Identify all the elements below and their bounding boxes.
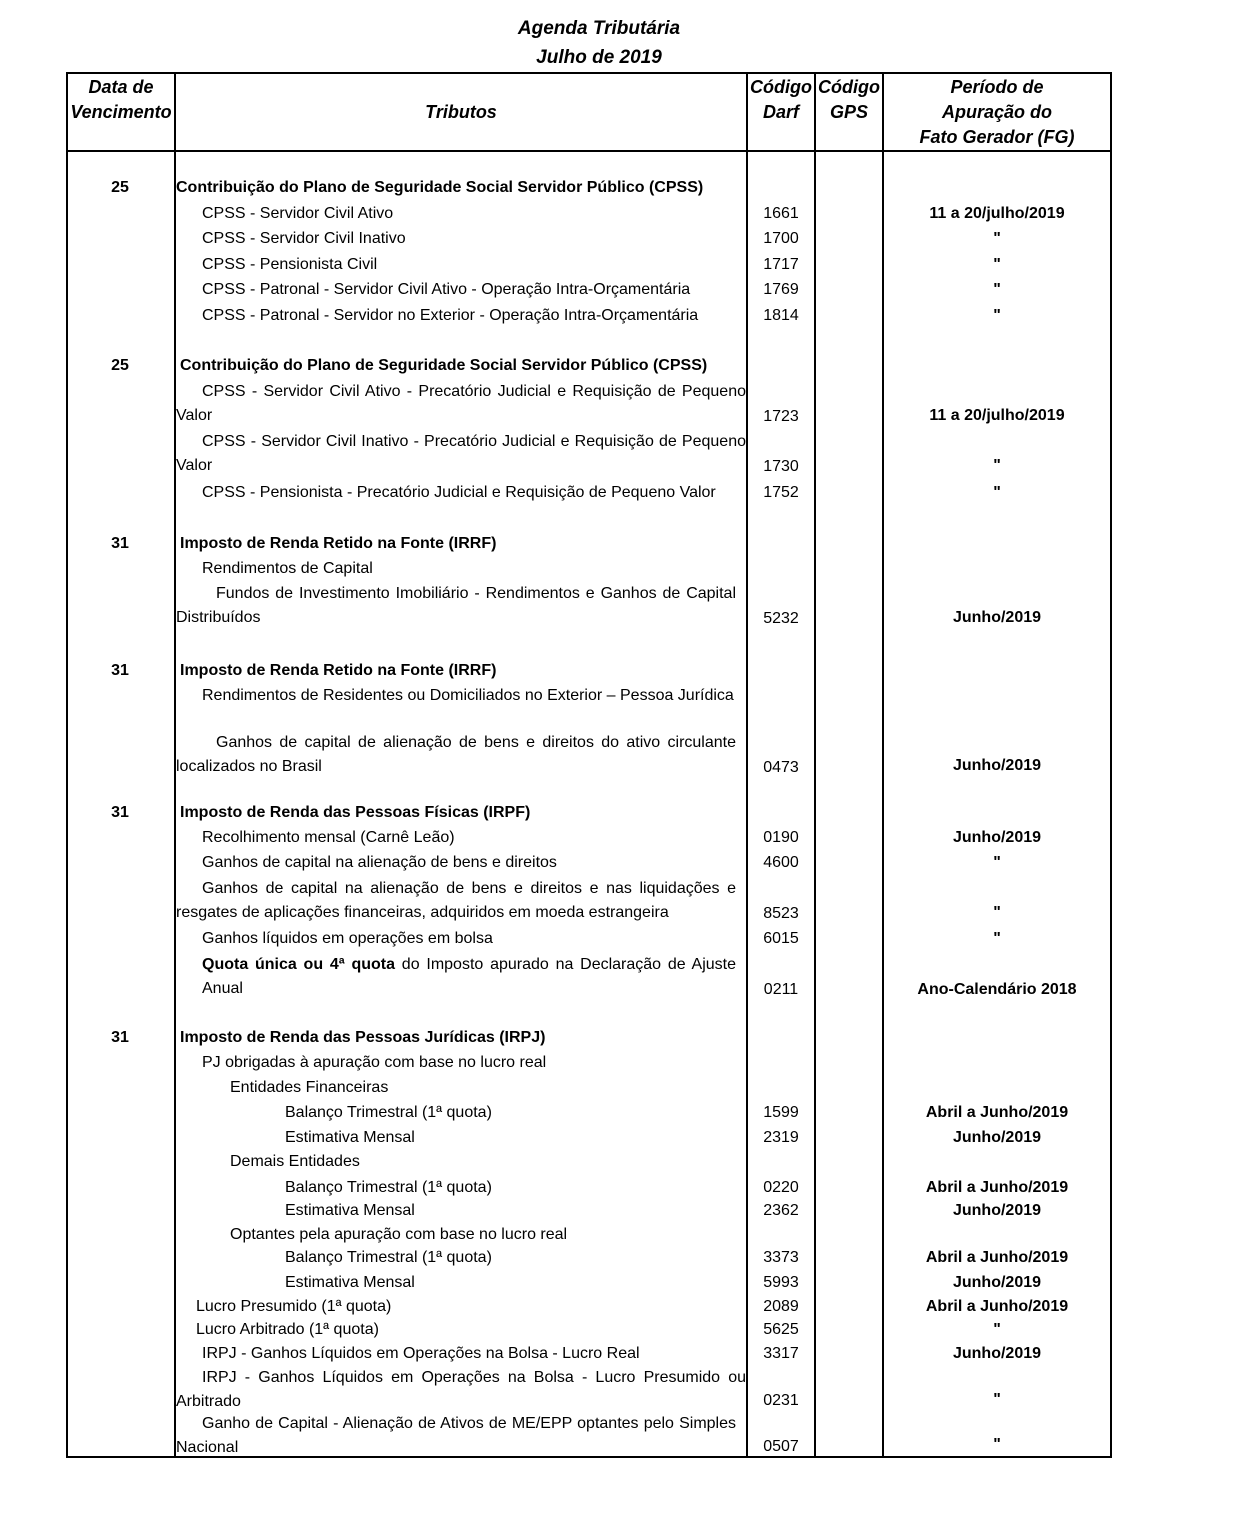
darf-code: 1700 [763, 230, 799, 247]
tax-item: Fundos de Investimento Imobiliário - Rendimentos e Ganhos de Capital Distribuídos [176, 585, 736, 626]
tax-item: Estimativa Mensal [285, 1129, 415, 1146]
darf-code: 1814 [763, 307, 799, 324]
tax-item: Ganhos líquidos em operações em bolsa [202, 930, 493, 947]
tax-item: Balanço Trimestral (1ª quota) [285, 1249, 492, 1266]
darf-code: 2362 [763, 1202, 799, 1219]
darf-code: 0507 [763, 1438, 799, 1455]
due-date: 31 [111, 804, 129, 821]
darf-code: 2089 [763, 1298, 799, 1315]
period: " [993, 1321, 1001, 1338]
period: Abril a Junho/2019 [925, 1179, 1069, 1196]
darf-code: 1769 [763, 281, 799, 298]
period: " [993, 307, 1001, 324]
tax-item: Lucro Presumido (1ª quota) [196, 1298, 392, 1315]
due-date: 31 [111, 535, 129, 552]
tax-item: Optantes pela apuração com base no lucro real [230, 1226, 568, 1243]
period: " [993, 854, 1001, 871]
period: Junho/2019 [952, 829, 1042, 846]
period: " [993, 457, 1001, 474]
darf-code: 1723 [763, 408, 799, 425]
darf-code: 6015 [763, 930, 799, 947]
tax-item: Demais Entidades [230, 1153, 360, 1170]
period: " [993, 930, 1001, 947]
darf-code: 5993 [763, 1274, 799, 1291]
darf-code: 0473 [763, 759, 799, 776]
period: " [993, 230, 1001, 247]
darf-code: 1717 [763, 256, 799, 273]
tax-group-title: Imposto de Renda Retido na Fonte (IRRF) [180, 662, 497, 679]
period: " [993, 1436, 1001, 1453]
header-data-vencimento: Data de Vencimento [70, 77, 172, 122]
period: " [993, 1391, 1001, 1408]
period: " [993, 256, 1001, 273]
period: Junho/2019 [952, 1345, 1042, 1362]
tax-item: Ganhos de capital de alienação de bens e direitos do ativo circulante localizados no Brasil [176, 734, 736, 775]
tax-group-title: Contribuição do Plano de Seguridade Social Servidor Público (CPSS) [176, 179, 704, 196]
tax-item: Quota única ou 4ª quota do Imposto apurado na Declaração de Ajuste Anual [202, 956, 737, 997]
tax-item: Recolhimento mensal (Carnê Leão) [202, 829, 455, 846]
page-title: Agenda Tributária [517, 18, 681, 39]
period: Abril a Junho/2019 [925, 1298, 1069, 1315]
darf-code: 5625 [763, 1321, 799, 1338]
due-date: 25 [111, 179, 129, 196]
tax-item: IRPJ - Ganhos Líquidos em Operações na Bolsa - Lucro Real [202, 1345, 640, 1362]
darf-code: 0231 [763, 1392, 799, 1409]
period: Junho/2019 [952, 1274, 1042, 1291]
header-periodo-apuracao: Período de Apuração do Fato Gerador (FG) [919, 77, 1075, 147]
tax-item: Rendimentos de Capital [202, 560, 373, 577]
tax-group-title: Contribuição do Plano de Seguridade Social Servidor Público (CPSS) [180, 357, 708, 374]
tax-item: Estimativa Mensal [285, 1274, 415, 1291]
header-codigo-gps: Código GPS [818, 77, 880, 122]
tax-group-title: Imposto de Renda das Pessoas Físicas (IRPF) [180, 804, 531, 821]
header-codigo-darf: Código Darf [750, 77, 812, 122]
darf-code: 4600 [763, 854, 799, 871]
page-subtitle: Julho de 2019 [536, 47, 662, 68]
darf-code: 1752 [763, 484, 799, 501]
header-divider [66, 150, 1112, 152]
period: Abril a Junho/2019 [925, 1104, 1069, 1121]
period: " [993, 904, 1001, 921]
tax-item: PJ obrigadas à apuração com base no lucro real [202, 1054, 547, 1071]
darf-code: 0190 [763, 829, 799, 846]
period: Junho/2019 [952, 757, 1042, 774]
tax-item: CPSS - Servidor Civil Inativo - Precatório Judicial e Requisição de Pequeno Valor [176, 433, 746, 474]
tax-item: CPSS - Patronal - Servidor no Exterior - Operação Intra-Orçamentária [202, 307, 699, 324]
tax-item: Ganho de Capital - Alienação de Ativos de ME/EPP optantes pelo Simples Nacional [176, 1415, 736, 1456]
tax-item: Ganhos de capital na alienação de bens e direitos e nas liquidações e resgates de aplicações financeiras, adquiridos em moeda estrangeira [176, 880, 736, 921]
period: 11 a 20/julho/2019 [929, 205, 1065, 222]
darf-code: 2319 [763, 1129, 799, 1146]
period: Abril a Junho/2019 [925, 1249, 1069, 1266]
darf-code: 1730 [763, 458, 799, 475]
tax-item: Lucro Arbitrado (1ª quota) [196, 1321, 379, 1338]
tax-item: CPSS - Patronal - Servidor Civil Ativo - Operação Intra-Orçamentária [202, 281, 691, 298]
darf-code: 0220 [763, 1179, 799, 1196]
tax-item: Balanço Trimestral (1ª quota) [285, 1179, 492, 1196]
due-date: 31 [111, 662, 129, 679]
tax-item: Balanço Trimestral (1ª quota) [285, 1104, 492, 1121]
period: " [993, 484, 1001, 501]
tax-item: IRPJ - Ganhos Líquidos em Operações na Bolsa - Lucro Presumido ou Arbitrado [176, 1369, 746, 1410]
period: " [993, 281, 1001, 298]
period: 11 a 20/julho/2019 [929, 407, 1065, 424]
tax-item: CPSS - Pensionista Civil [202, 256, 378, 273]
tax-item: CPSS - Servidor Civil Inativo [202, 230, 406, 247]
tax-item: Rendimentos de Residentes ou Domiciliados no Exterior – Pessoa Jurídica [202, 687, 734, 704]
darf-code: 1661 [763, 205, 799, 222]
due-date: 25 [111, 357, 129, 374]
period: Junho/2019 [952, 609, 1042, 626]
header-tributos: Tributos [425, 102, 497, 122]
darf-code: 5232 [763, 610, 799, 627]
darf-code: 0211 [763, 981, 799, 998]
tax-item: Entidades Financeiras [230, 1079, 389, 1096]
darf-code: 8523 [763, 905, 799, 922]
period: Junho/2019 [952, 1202, 1042, 1219]
tax-item: CPSS - Servidor Civil Ativo [202, 205, 394, 222]
tax-item: Ganhos de capital na alienação de bens e direitos [202, 854, 557, 871]
period: Junho/2019 [952, 1129, 1042, 1146]
darf-code: 3317 [763, 1345, 799, 1362]
period: Ano-Calendário 2018 [917, 981, 1077, 998]
darf-code: 1599 [763, 1104, 799, 1121]
tax-item: Estimativa Mensal [285, 1202, 415, 1219]
darf-code: 3373 [763, 1249, 799, 1266]
due-date: 31 [111, 1029, 129, 1046]
tax-group-title: Imposto de Renda das Pessoas Jurídicas (IRPJ) [180, 1029, 546, 1046]
tax-group-title: Imposto de Renda Retido na Fonte (IRRF) [180, 535, 497, 552]
tax-item: CPSS - Servidor Civil Ativo - Precatório Judicial e Requisição de Pequeno Valor [176, 383, 746, 424]
tax-item: CPSS - Pensionista - Precatório Judicial e Requisição de Pequeno Valor [202, 484, 716, 501]
